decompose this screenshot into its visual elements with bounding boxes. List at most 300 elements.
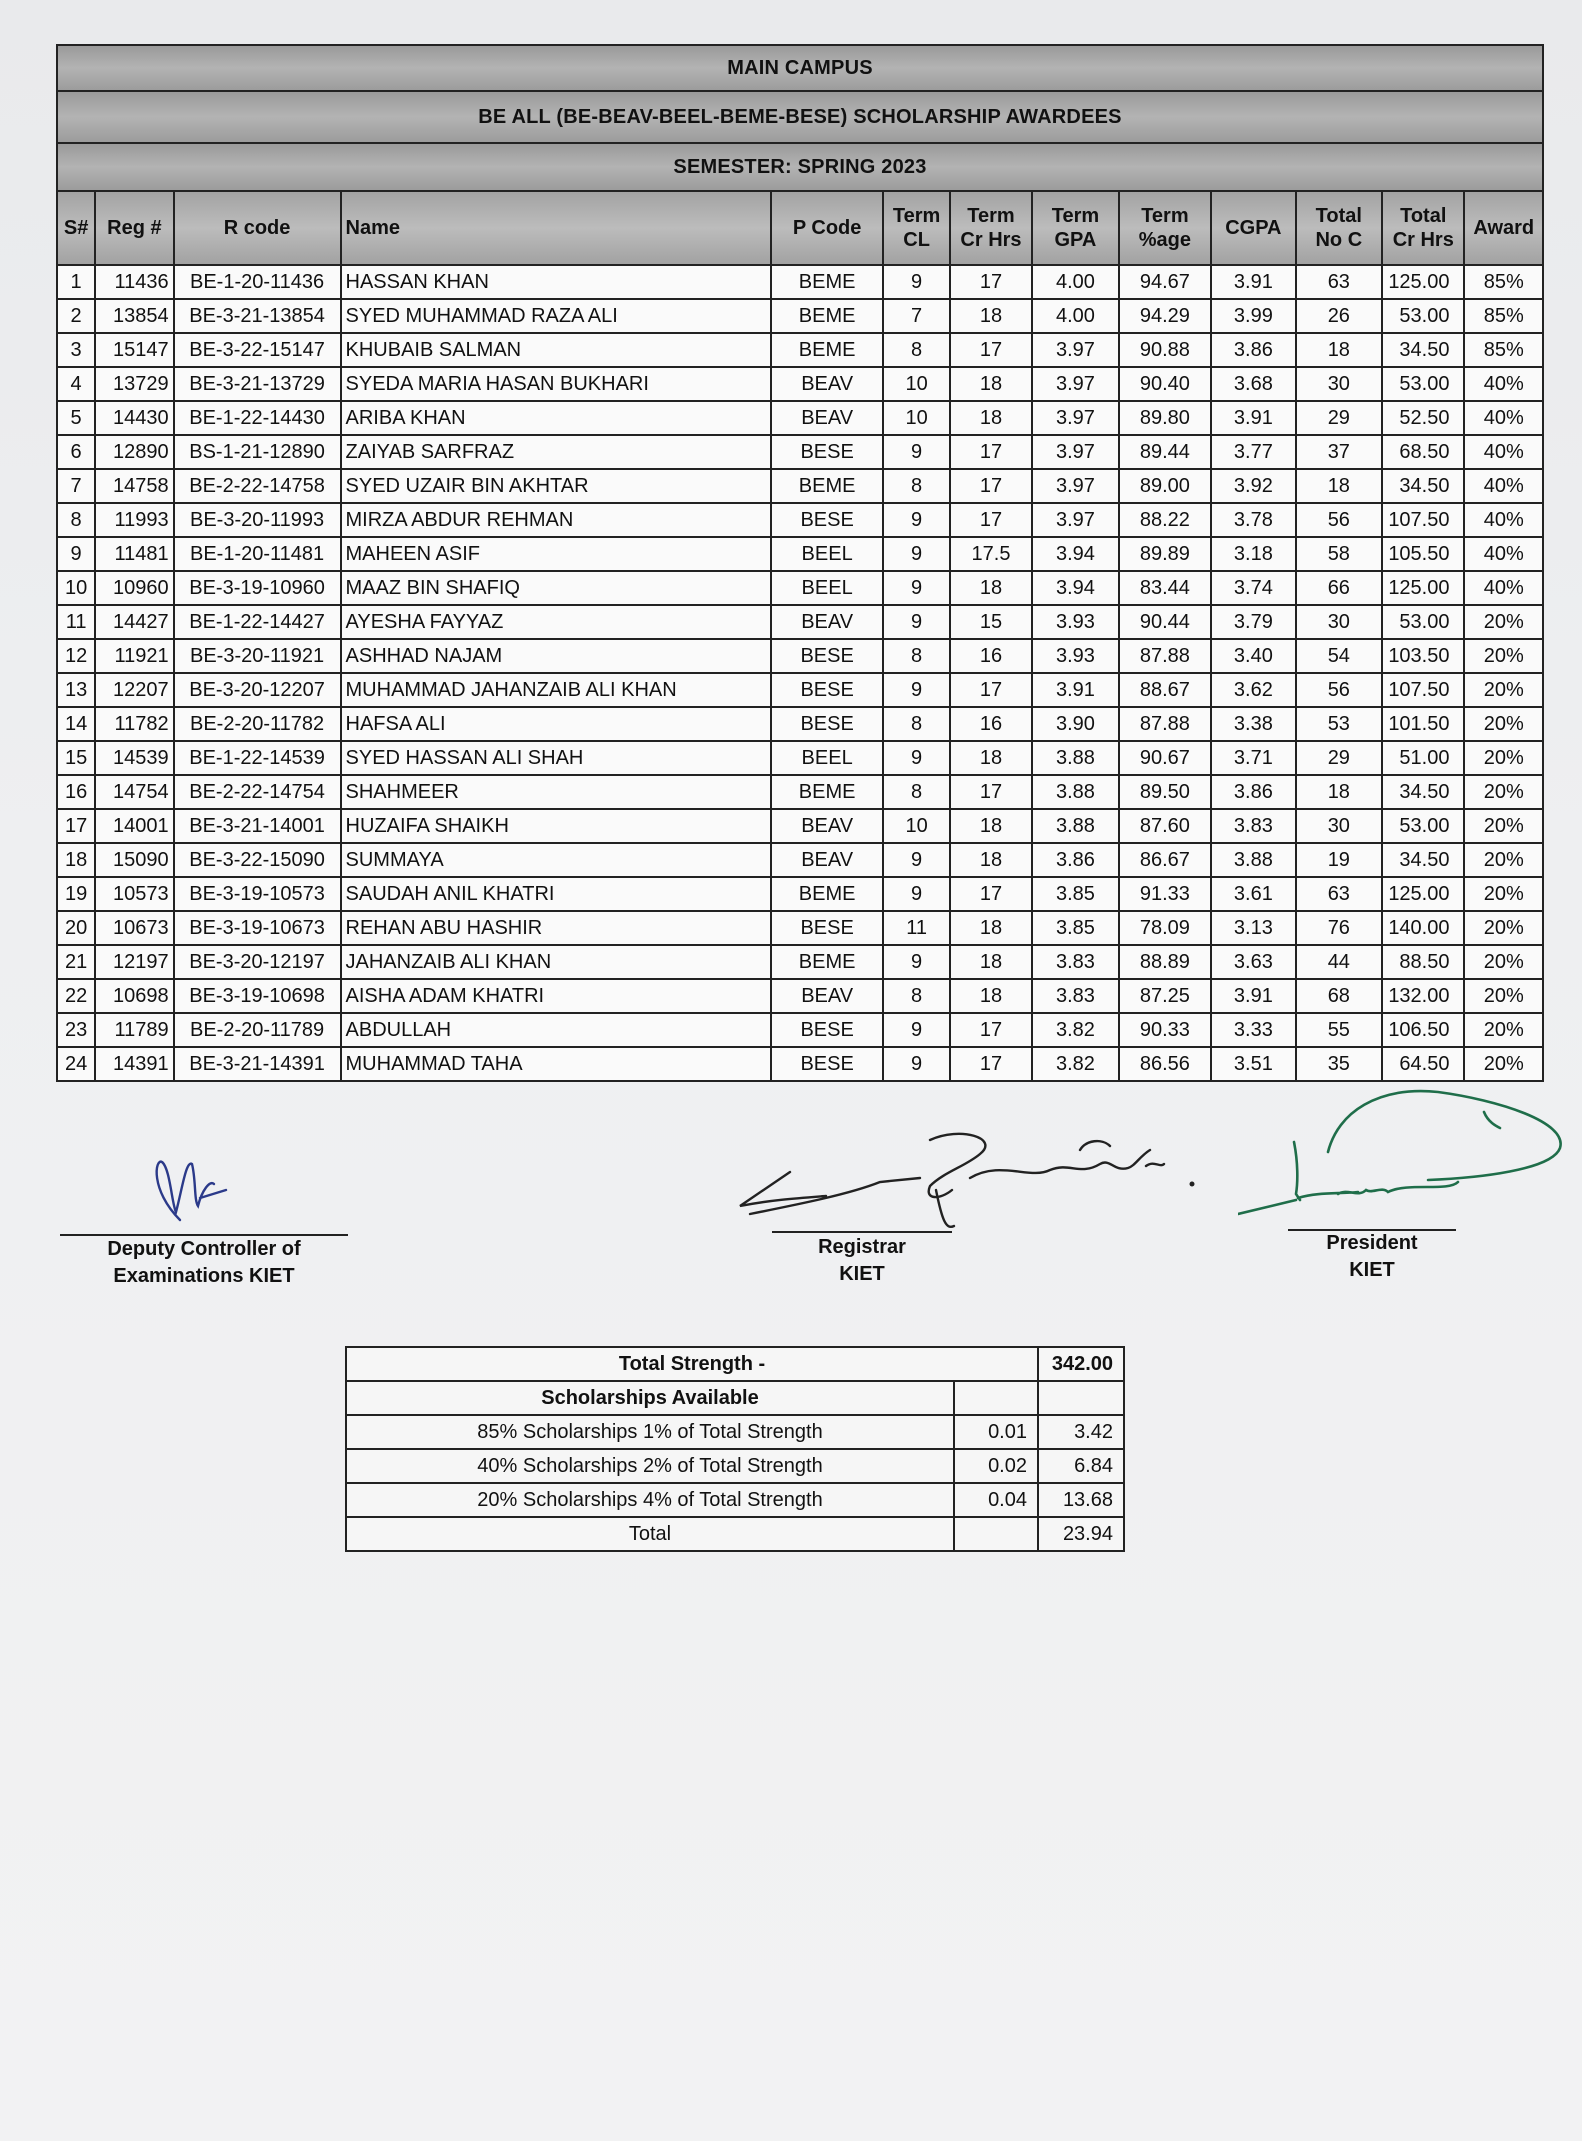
cell-term-gpa: 3.97 [1032,401,1118,435]
cell-name: AYESHA FAYYAZ [341,605,771,639]
col-header-name: Name [341,191,771,265]
cell-award: 85% [1464,265,1543,299]
cell-pcode: BEME [771,333,884,367]
summary-empty-cell [954,1517,1038,1551]
cell-sno: 17 [57,809,95,843]
cell-cgpa: 3.33 [1211,1013,1295,1047]
cell-reg: 14427 [95,605,173,639]
cell-total-cr-hrs: 34.50 [1382,775,1464,809]
cell-award: 20% [1464,877,1543,911]
cell-term-cl: 8 [883,333,949,367]
table-row [57,877,1543,911]
cell-term-cr-hrs: 17 [950,503,1032,537]
campus-heading: MAIN CAMPUS [56,44,1544,90]
cell-term-cr-hrs: 18 [950,843,1032,877]
cell-rcode: BE-2-20-11782 [174,707,341,741]
summary-row [346,1483,1124,1517]
cell-name: ABDULLAH [341,1013,771,1047]
cell-award: 20% [1464,1047,1543,1081]
cell-reg: 10960 [95,571,173,605]
cell-term-pct: 89.80 [1119,401,1211,435]
list-title: BE ALL (BE-BEAV-BEEL-BEME-BESE) SCHOLARSHIP AWARDEES [56,90,1544,142]
cell-name: MIRZA ABDUR REHMAN [341,503,771,537]
cell-reg: 15147 [95,333,173,367]
cell-total-noc: 66 [1296,571,1382,605]
cell-reg: 11993 [95,503,173,537]
cell-term-gpa: 3.93 [1032,605,1118,639]
cell-pcode: BEEL [771,571,884,605]
table-row [57,401,1543,435]
cell-name: SYED MUHAMMAD RAZA ALI [341,299,771,333]
cell-total-noc: 55 [1296,1013,1382,1047]
table-row [57,469,1543,503]
cell-rcode: BE-3-20-12197 [174,945,341,979]
cell-rcode: BE-3-22-15090 [174,843,341,877]
cell-total-cr-hrs: 53.00 [1382,367,1464,401]
cell-reg: 14539 [95,741,173,775]
president-caption [1288,1230,1456,1284]
cell-cgpa: 3.13 [1211,911,1295,945]
cell-total-noc: 19 [1296,843,1382,877]
summary-row-count: 3.42 [1038,1415,1124,1449]
col-header-pcode: P Code [771,191,884,265]
col-header-reg: Reg # [95,191,173,265]
cell-cgpa: 3.62 [1211,673,1295,707]
cell-pcode: BEAV [771,605,884,639]
cell-term-pct: 90.40 [1119,367,1211,401]
cell-term-gpa: 3.91 [1032,673,1118,707]
cell-name: SYEDA MARIA HASAN BUKHARI [341,367,771,401]
cell-total-cr-hrs: 53.00 [1382,809,1464,843]
cell-award: 85% [1464,333,1543,367]
cell-total-cr-hrs: 51.00 [1382,741,1464,775]
cell-term-pct: 87.88 [1119,639,1211,673]
cell-term-pct: 89.00 [1119,469,1211,503]
col-header-term-cl: Term CL [883,191,949,265]
table-row [57,333,1543,367]
cell-rcode: BE-3-19-10698 [174,979,341,1013]
cell-term-cl: 9 [883,741,949,775]
cell-rcode: BE-2-22-14754 [174,775,341,809]
col-header-total-noc: Total No C [1296,191,1382,265]
cell-name: SHAHMEER [341,775,771,809]
cell-name: HASSAN KHAN [341,265,771,299]
cell-cgpa: 3.79 [1211,605,1295,639]
cell-total-noc: 44 [1296,945,1382,979]
cell-pcode: BESE [771,503,884,537]
cell-term-gpa: 3.88 [1032,809,1118,843]
cell-cgpa: 3.78 [1211,503,1295,537]
cell-name: SYED HASSAN ALI SHAH [341,741,771,775]
cell-sno: 16 [57,775,95,809]
cell-award: 40% [1464,469,1543,503]
cell-term-pct: 78.09 [1119,911,1211,945]
cell-term-gpa: 3.94 [1032,537,1118,571]
cell-total-noc: 35 [1296,1047,1382,1081]
cell-sno: 22 [57,979,95,1013]
cell-term-gpa: 3.90 [1032,707,1118,741]
cell-sno: 3 [57,333,95,367]
awardees-sheet [56,44,1544,1082]
cell-term-cl: 10 [883,367,949,401]
cell-total-cr-hrs: 52.50 [1382,401,1464,435]
cell-award: 20% [1464,741,1543,775]
cell-total-noc: 63 [1296,877,1382,911]
cell-sno: 11 [57,605,95,639]
summary-available-row [346,1381,1124,1415]
cell-term-cl: 10 [883,809,949,843]
cell-term-gpa: 3.97 [1032,469,1118,503]
cell-reg: 14001 [95,809,173,843]
cell-pcode: BESE [771,707,884,741]
cell-name: MUHAMMAD TAHA [341,1047,771,1081]
cell-term-cl: 8 [883,469,949,503]
cell-sno: 5 [57,401,95,435]
cell-total-cr-hrs: 107.50 [1382,503,1464,537]
cell-total-cr-hrs: 125.00 [1382,571,1464,605]
cell-sno: 21 [57,945,95,979]
cell-term-pct: 90.88 [1119,333,1211,367]
cell-total-noc: 29 [1296,401,1382,435]
cell-term-gpa: 3.83 [1032,979,1118,1013]
cell-total-noc: 63 [1296,265,1382,299]
cell-term-cl: 11 [883,911,949,945]
cell-term-cl: 9 [883,503,949,537]
cell-total-noc: 76 [1296,911,1382,945]
cell-term-cr-hrs: 17 [950,435,1032,469]
cell-pcode: BESE [771,639,884,673]
cell-total-noc: 68 [1296,979,1382,1013]
summary-row-label: 85% Scholarships 1% of Total Strength [346,1415,954,1449]
cell-term-cl: 8 [883,707,949,741]
cell-rcode: BE-3-21-14391 [174,1047,341,1081]
summary-row-rate: 0.04 [954,1483,1038,1517]
cell-award: 20% [1464,1013,1543,1047]
cell-total-cr-hrs: 34.50 [1382,469,1464,503]
cell-term-gpa: 3.88 [1032,741,1118,775]
summary-grand-total-row [346,1517,1124,1551]
table-row [57,571,1543,605]
summary-row-count: 13.68 [1038,1483,1124,1517]
cell-term-cl: 9 [883,605,949,639]
cell-term-gpa: 3.97 [1032,367,1118,401]
scholarship-summary-table [345,1346,1125,1552]
cell-rcode: BE-3-21-14001 [174,809,341,843]
cell-term-cl: 7 [883,299,949,333]
deputy-signature [140,1150,260,1230]
cell-name: ZAIYAB SARFRAZ [341,435,771,469]
cell-total-cr-hrs: 103.50 [1382,639,1464,673]
cell-total-noc: 18 [1296,469,1382,503]
cell-pcode: BEME [771,775,884,809]
cell-term-gpa: 3.83 [1032,945,1118,979]
president-signature [1238,1082,1582,1232]
grand-total-value: 23.94 [1038,1517,1124,1551]
col-header-cgpa: CGPA [1211,191,1295,265]
cell-sno: 14 [57,707,95,741]
cell-rcode: BE-3-19-10573 [174,877,341,911]
cell-term-pct: 83.44 [1119,571,1211,605]
deputy-caption-line1: Deputy Controller of [107,1238,301,1260]
cell-reg: 14758 [95,469,173,503]
cell-total-cr-hrs: 68.50 [1382,435,1464,469]
cell-term-gpa: 3.85 [1032,877,1118,911]
cell-rcode: BE-3-19-10673 [174,911,341,945]
cell-name: MAAZ BIN SHAFIQ [341,571,771,605]
cell-term-cr-hrs: 18 [950,571,1032,605]
table-row [57,809,1543,843]
table-row [57,945,1543,979]
cell-total-noc: 18 [1296,775,1382,809]
summary-row-label: 20% Scholarships 4% of Total Strength [346,1483,954,1517]
cell-total-noc: 29 [1296,741,1382,775]
cell-term-gpa: 3.85 [1032,911,1118,945]
cell-name: HAFSA ALI [341,707,771,741]
cell-reg: 11921 [95,639,173,673]
table-row [57,911,1543,945]
cell-term-pct: 87.25 [1119,979,1211,1013]
table-header-row [57,191,1543,265]
cell-award: 20% [1464,673,1543,707]
cell-term-cr-hrs: 18 [950,809,1032,843]
cell-name: HUZAIFA SHAIKH [341,809,771,843]
cell-term-gpa: 4.00 [1032,265,1118,299]
cell-cgpa: 3.91 [1211,265,1295,299]
summary-total-strength-row [346,1347,1124,1381]
cell-term-gpa: 3.97 [1032,503,1118,537]
cell-term-pct: 87.88 [1119,707,1211,741]
deputy-caption-line2: Examinations KIET [113,1265,295,1287]
cell-pcode: BESE [771,435,884,469]
cell-award: 20% [1464,775,1543,809]
cell-rcode: BE-3-22-15147 [174,333,341,367]
registrar-signature-line [772,1231,952,1233]
cell-reg: 11782 [95,707,173,741]
cell-term-gpa: 3.97 [1032,435,1118,469]
cell-award: 20% [1464,843,1543,877]
cell-rcode: BE-3-20-11921 [174,639,341,673]
cell-term-cr-hrs: 17 [950,265,1032,299]
cell-rcode: BE-2-20-11789 [174,1013,341,1047]
cell-term-cr-hrs: 15 [950,605,1032,639]
summary-row [346,1415,1124,1449]
cell-term-cr-hrs: 16 [950,707,1032,741]
cell-total-cr-hrs: 101.50 [1382,707,1464,741]
cell-total-cr-hrs: 105.50 [1382,537,1464,571]
table-row [57,707,1543,741]
cell-pcode: BEAV [771,401,884,435]
summary-row-rate: 0.02 [954,1449,1038,1483]
table-row [57,537,1543,571]
cell-term-cl: 8 [883,979,949,1013]
cell-pcode: BEME [771,877,884,911]
cell-name: SUMMAYA [341,843,771,877]
cell-name: JAHANZAIB ALI KHAN [341,945,771,979]
cell-reg: 14754 [95,775,173,809]
cell-reg: 10673 [95,911,173,945]
cell-cgpa: 3.83 [1211,809,1295,843]
table-row [57,1013,1543,1047]
president-caption-line2: KIET [1349,1259,1395,1281]
cell-term-cl: 9 [883,673,949,707]
cell-rcode: BE-3-19-10960 [174,571,341,605]
cell-total-noc: 56 [1296,673,1382,707]
cell-term-gpa: 3.93 [1032,639,1118,673]
cell-term-pct: 88.22 [1119,503,1211,537]
cell-term-pct: 90.44 [1119,605,1211,639]
cell-award: 40% [1464,435,1543,469]
cell-cgpa: 3.71 [1211,741,1295,775]
cell-term-cr-hrs: 17 [950,877,1032,911]
cell-name: MAHEEN ASIF [341,537,771,571]
cell-term-gpa: 3.86 [1032,843,1118,877]
total-strength-label: Total Strength - [346,1347,1038,1381]
cell-reg: 11436 [95,265,173,299]
cell-sno: 9 [57,537,95,571]
cell-term-cr-hrs: 18 [950,945,1032,979]
cell-pcode: BEAV [771,979,884,1013]
table-row [57,979,1543,1013]
table-row [57,1047,1543,1081]
cell-name: ASHHAD NAJAM [341,639,771,673]
cell-total-noc: 18 [1296,333,1382,367]
cell-term-cr-hrs: 17 [950,673,1032,707]
cell-total-cr-hrs: 53.00 [1382,605,1464,639]
cell-pcode: BEAV [771,843,884,877]
cell-sno: 19 [57,877,95,911]
cell-award: 40% [1464,537,1543,571]
scholarships-available-label: Scholarships Available [346,1381,954,1415]
cell-term-cl: 9 [883,265,949,299]
col-header-term-cr-hrs: Term Cr Hrs [950,191,1032,265]
table-row [57,503,1543,537]
cell-term-cr-hrs: 16 [950,639,1032,673]
cell-cgpa: 3.51 [1211,1047,1295,1081]
cell-sno: 18 [57,843,95,877]
cell-pcode: BEEL [771,741,884,775]
cell-term-pct: 89.44 [1119,435,1211,469]
cell-name: AISHA ADAM KHATRI [341,979,771,1013]
cell-cgpa: 3.40 [1211,639,1295,673]
cell-award: 40% [1464,367,1543,401]
awardees-table [56,190,1544,1082]
summary-row-count: 6.84 [1038,1449,1124,1483]
cell-pcode: BESE [771,673,884,707]
cell-sno: 12 [57,639,95,673]
cell-term-gpa: 3.82 [1032,1013,1118,1047]
cell-rcode: BS-1-21-12890 [174,435,341,469]
cell-award: 85% [1464,299,1543,333]
cell-sno: 4 [57,367,95,401]
grand-total-label: Total [346,1517,954,1551]
cell-pcode: BEEL [771,537,884,571]
cell-reg: 11789 [95,1013,173,1047]
cell-term-cl: 8 [883,639,949,673]
cell-term-cl: 9 [883,877,949,911]
cell-reg: 10573 [95,877,173,911]
cell-name: MUHAMMAD JAHANZAIB ALI KHAN [341,673,771,707]
cell-term-cr-hrs: 18 [950,401,1032,435]
cell-cgpa: 3.99 [1211,299,1295,333]
table-row [57,265,1543,299]
cell-total-cr-hrs: 107.50 [1382,673,1464,707]
cell-reg: 15090 [95,843,173,877]
cell-rcode: BE-1-22-14430 [174,401,341,435]
cell-rcode: BE-1-20-11436 [174,265,341,299]
cell-total-cr-hrs: 132.00 [1382,979,1464,1013]
cell-total-cr-hrs: 34.50 [1382,843,1464,877]
cell-rcode: BE-3-21-13729 [174,367,341,401]
cell-sno: 2 [57,299,95,333]
cell-term-cl: 9 [883,435,949,469]
cell-term-cl: 9 [883,1047,949,1081]
cell-term-cr-hrs: 17 [950,1013,1032,1047]
cell-term-pct: 90.67 [1119,741,1211,775]
cell-term-gpa: 4.00 [1032,299,1118,333]
cell-rcode: BE-1-22-14539 [174,741,341,775]
cell-reg: 12890 [95,435,173,469]
cell-award: 20% [1464,809,1543,843]
cell-total-cr-hrs: 106.50 [1382,1013,1464,1047]
cell-award: 40% [1464,503,1543,537]
cell-term-cl: 9 [883,945,949,979]
summary-empty-cell [1038,1381,1124,1415]
cell-term-pct: 88.89 [1119,945,1211,979]
cell-term-pct: 87.60 [1119,809,1211,843]
cell-total-cr-hrs: 34.50 [1382,333,1464,367]
cell-cgpa: 3.77 [1211,435,1295,469]
cell-cgpa: 3.38 [1211,707,1295,741]
cell-pcode: BEAV [771,367,884,401]
cell-award: 20% [1464,707,1543,741]
cell-cgpa: 3.86 [1211,775,1295,809]
cell-name: KHUBAIB SALMAN [341,333,771,367]
table-row [57,367,1543,401]
president-caption-line1: President [1326,1232,1418,1254]
cell-reg: 14430 [95,401,173,435]
cell-pcode: BEME [771,945,884,979]
cell-pcode: BEME [771,299,884,333]
cell-term-cr-hrs: 18 [950,367,1032,401]
cell-cgpa: 3.92 [1211,469,1295,503]
cell-pcode: BEME [771,265,884,299]
cell-term-pct: 88.67 [1119,673,1211,707]
cell-sno: 6 [57,435,95,469]
table-row [57,605,1543,639]
cell-term-cr-hrs: 17 [950,333,1032,367]
col-header-award: Award [1464,191,1543,265]
col-header-term-gpa: Term GPA [1032,191,1118,265]
registrar-caption-line1: Registrar [818,1236,906,1258]
registrar-signature [730,1120,1200,1240]
cell-name: SAUDAH ANIL KHATRI [341,877,771,911]
cell-total-cr-hrs: 64.50 [1382,1047,1464,1081]
cell-term-gpa: 3.94 [1032,571,1118,605]
cell-award: 20% [1464,605,1543,639]
cell-term-cr-hrs: 17 [950,775,1032,809]
cell-rcode: BE-3-21-13854 [174,299,341,333]
cell-term-pct: 90.33 [1119,1013,1211,1047]
cell-sno: 10 [57,571,95,605]
cell-term-gpa: 3.97 [1032,333,1118,367]
cell-sno: 24 [57,1047,95,1081]
col-header-rcode: R code [174,191,341,265]
cell-sno: 1 [57,265,95,299]
summary-row [346,1449,1124,1483]
cell-term-cr-hrs: 18 [950,741,1032,775]
cell-term-pct: 94.67 [1119,265,1211,299]
cell-total-noc: 53 [1296,707,1382,741]
